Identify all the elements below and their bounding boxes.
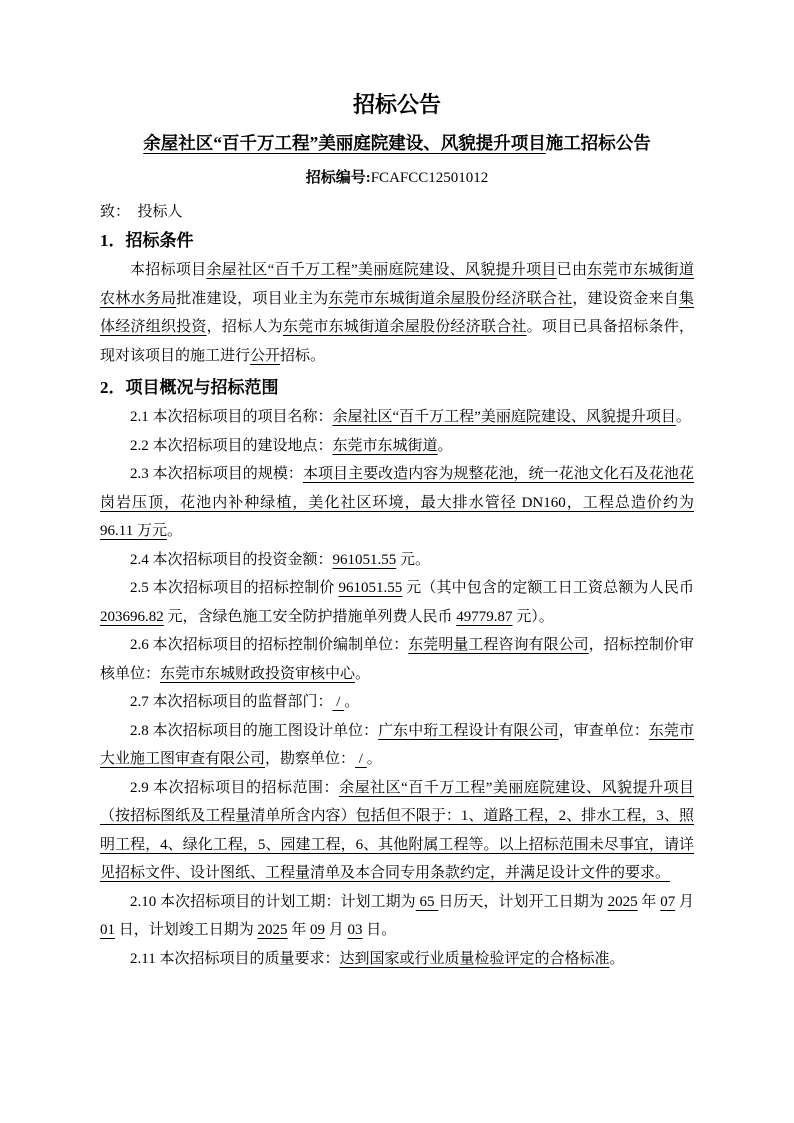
- text-run: 。: [609, 950, 625, 967]
- text-run: 。: [355, 665, 371, 682]
- text-run: 本招标项目: [130, 262, 207, 278]
- text-run: 元）。: [512, 608, 554, 625]
- text-run: ，招标人为: [206, 319, 283, 335]
- text-run: 。项目已具备招标条件，现对该项目的施工进行: [100, 319, 694, 364]
- doc-subtitle: [100, 130, 694, 157]
- underlined-text-run: 本项目主要改造内容为规整花池，统一花池文化石及花池花岗岩压顶，花池内补种绿植，美化社区环境，最大排水管径 DN160，工程总造价约为 96.11 万元: [100, 466, 694, 539]
- underlined-text-run: 2025: [607, 893, 638, 910]
- salutation-line: 致： 投标人: [100, 204, 183, 220]
- paragraph: [100, 546, 694, 575]
- underlined-text-run: 09: [310, 922, 326, 938]
- text-run: 日，计划竣工日期为: [115, 922, 258, 938]
- text-run: 2.3 本次招标项目的规模：: [130, 466, 303, 482]
- paragraph: [100, 945, 694, 974]
- underlined-text-run: 达到国家或行业质量检验评定的合格标准: [339, 950, 610, 967]
- text-run: 。: [437, 437, 453, 454]
- paragraph: [100, 574, 694, 631]
- underlined-text-run: 余屋社区“百千万工程”美丽庭院建设、风貌提升项目: [332, 409, 676, 425]
- text-run: 。: [166, 523, 182, 539]
- underlined-text-run: 余屋社区“百千万工程”美丽庭院建设、风貌提升项目: [143, 133, 546, 153]
- underlined-text-run: 961051.55: [338, 580, 403, 596]
- underlined-text-run: 东莞市大业施工图审查有限公司: [100, 722, 694, 767]
- underlined-text-run: 07: [660, 893, 676, 910]
- section-bid-conditions: [100, 228, 694, 370]
- underlined-text-run: 01: [100, 922, 115, 938]
- underlined-text-run: 东莞市东城街道余屋股份经济联合社: [328, 290, 573, 307]
- section-1-body: [100, 256, 694, 370]
- text-run: 2.11 本次招标项目的质量要求：: [130, 950, 340, 967]
- bid-number-line: [100, 167, 694, 189]
- text-run: 2.4 本次招标项目的投资金额：: [130, 551, 333, 568]
- underlined-text-run: 203696.82: [100, 608, 164, 625]
- text-run: 月: [325, 922, 348, 938]
- underlined-text-run: 广东中珩工程设计有限公司: [378, 722, 559, 739]
- text-run: 批准建设，项目业主为: [176, 290, 329, 307]
- underlined-text-run: 余屋社区“百千万工程”美丽庭院建设、风貌提升项目: [206, 262, 557, 278]
- text-run: 2.7 本次招标项目的监督部门：: [130, 694, 333, 710]
- bid-number-value: FCAFCC12501012: [370, 170, 489, 186]
- text-run: 日历天，计划开工日期为: [438, 893, 608, 910]
- text-run: 月: [675, 893, 694, 910]
- text-run: 元（其中包含的定额工日工资总额为人民币: [402, 580, 694, 596]
- section-2-heading: 2．项目概况与招标范围: [100, 378, 279, 397]
- paragraph: [100, 432, 694, 461]
- section-1-heading: 1．招标条件: [100, 231, 194, 250]
- paragraph: [100, 631, 694, 688]
- underlined-text-run: 65: [415, 893, 439, 910]
- text-run: 2.2 本次招标项目的建设地点：: [130, 437, 333, 454]
- text-run: 。: [675, 409, 691, 425]
- underlined-text-run: 东莞明量工程咨询有限公司: [408, 637, 589, 653]
- underlined-text-run: 2025: [257, 922, 288, 938]
- underlined-text-run: 东莞市东城财政投资审核中心: [160, 665, 356, 682]
- paragraph: [100, 403, 694, 432]
- text-run: 2.8 本次招标项目的施工图设计单位：: [130, 722, 379, 739]
- underlined-text-run: 公开: [250, 347, 281, 364]
- paragraph: [100, 688, 694, 717]
- underlined-text-run: 东莞市东城街道余屋股份经济联合社: [282, 319, 527, 335]
- text-run: 元，含绿色施工安全防护措施单列费人民币: [163, 608, 457, 625]
- underlined-text-run: 集体经济组织投资: [100, 290, 694, 335]
- doc-title: 招标公告: [352, 92, 441, 117]
- text-run: 已由: [556, 262, 588, 278]
- section-project-overview: [100, 375, 694, 973]
- text-run: ，建设资金来自: [572, 290, 679, 307]
- paragraph: [100, 888, 694, 945]
- underlined-text-run: 961051.55: [332, 551, 397, 568]
- text-run: 元。: [396, 551, 431, 568]
- text-run: 2.6 本次招标项目的招标控制价编制单位：: [130, 637, 409, 653]
- text-run: ，勘察单位：: [265, 751, 356, 767]
- bid-number-label: 招标编号:: [305, 170, 371, 186]
- underlined-text-run: 东莞市东城街道: [332, 437, 438, 454]
- underlined-text-run: 49779.87: [456, 608, 513, 625]
- underlined-text-run: 余屋社区“百千万工程”美丽庭院建设、风貌提升项目（按招标图纸及工程量清单所含内容）包括但不限于：1、道路工程，2、排水工程，3、照明工程，4、绿化工程，5、园建工程，6、其他附属工程等。以上招标范围未尽事宜，请详见招标文件、设计图纸、工程量清单及本合同专用条款约定，并满足设计文件的要求。: [100, 779, 694, 881]
- text-run: 。: [344, 694, 360, 710]
- text-run: 年: [287, 922, 311, 938]
- section-2-body: [100, 403, 694, 973]
- paragraph: [100, 774, 694, 888]
- paragraph: [100, 717, 694, 774]
- text-run: ，审查单位：: [558, 722, 649, 739]
- text-run: 。: [366, 751, 382, 767]
- underlined-text-run: /: [355, 751, 367, 767]
- text-run: 2.5 本次招标项目的招标控制价: [130, 580, 339, 596]
- underlined-text-run: 东莞市东城街道农林水务局: [100, 262, 694, 307]
- text-run: 2.1 本次招标项目的项目名称：: [130, 409, 333, 425]
- text-run: ，招标控制价审核单位：: [100, 637, 694, 682]
- underlined-text-run: 03: [347, 922, 363, 938]
- text-run: 2.10 本次招标项目的计划工期：计划工期为: [130, 893, 416, 910]
- text-run: 施工招标公告: [545, 133, 651, 153]
- text-run: 招标。: [280, 347, 326, 364]
- underlined-text-run: /: [332, 694, 345, 710]
- text-run: 2.9 本次招标项目的招标范围：: [130, 779, 340, 796]
- text-run: 日。: [362, 922, 397, 938]
- paragraph: [100, 460, 694, 546]
- text-run: 年: [637, 893, 661, 910]
- paragraph: [100, 256, 694, 370]
